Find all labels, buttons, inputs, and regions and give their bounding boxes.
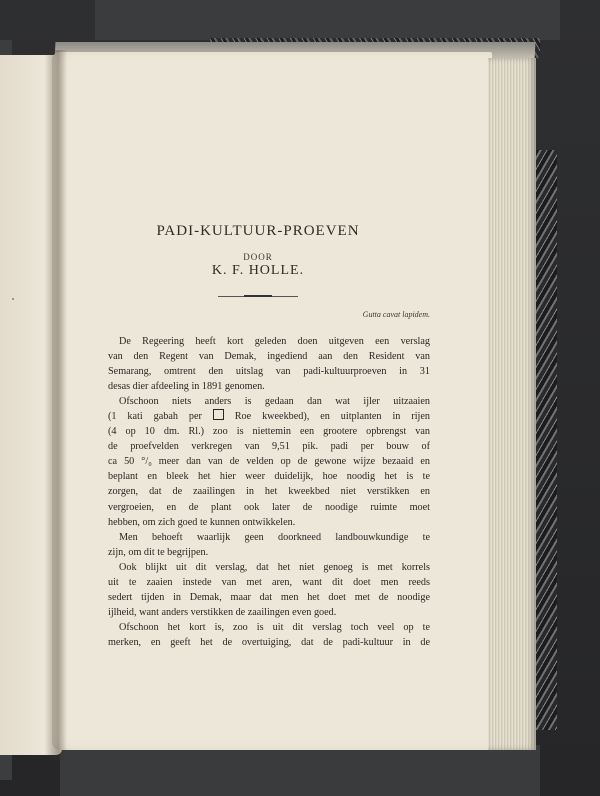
marbled-edge-right: [535, 150, 557, 730]
text-line: uit te zaaien instede van met aren, want dit doet men reeds: [108, 576, 430, 588]
spine-shadow: [45, 50, 67, 760]
text-line: Ook blijkt uit dit verslag, dat het niet genoeg is met korrels: [119, 561, 430, 573]
margin-mark: [12, 298, 14, 300]
text-line: merken, en geeft het de overtuiging, dat de padi-kultuur in de: [108, 636, 430, 648]
text-line-part: (1 kati gabah per: [108, 411, 213, 423]
article-title: PADI-KULTUUR-PROEVEN: [156, 223, 360, 239]
square-symbol: [213, 409, 224, 420]
author-name: K. F. HOLLE.: [211, 263, 305, 278]
text-line: Semarang, omtrent den uitslag van padi-kultuurproeven in 31: [108, 366, 430, 378]
text-line: Men behoeft waarlijk geen doorkneed landbouwkundige te: [119, 531, 430, 543]
text-line: De Regeering heeft kort geleden doen uitgeven een verslag: [119, 336, 430, 347]
motto: Gutta cavat lapidem.: [362, 310, 430, 319]
text-line: sedert tijden in Demak, maar dat men het doet met de noodige: [108, 591, 430, 603]
text-line: [108, 409, 430, 424]
page-fore-edge: [488, 58, 536, 750]
text-line: ijlheid, want anders verstikken de zaailingen even goed.: [108, 606, 337, 618]
text-line-part: Roe kweekbed), en uitplanten in rijen: [223, 411, 430, 423]
text-line: ca 50 °/₀ meer dan van de velden op de gewone wijze bezaaid en: [108, 456, 430, 468]
bottom-board: [60, 745, 540, 796]
article-body: [108, 334, 430, 650]
text-line: hebben, om zich goed te kunnen ontwikkelen.: [108, 516, 296, 528]
text-line: van den Regent van Demak, ingediend aan den Resident van: [108, 351, 430, 363]
divider-rule-center: [244, 295, 272, 297]
text-line: (4 op 10 dm. Rl.) zoo is niettemin een grootere opbrengst van: [108, 426, 430, 438]
text-line: zijn, om dit te begrijpen.: [108, 546, 209, 558]
text-line: vergroeien, en de plant ook later de noodige ruimte moet: [108, 501, 430, 513]
text-line: de proefvelden verkregen van 9,51 pik. padi per bouw of: [108, 441, 430, 453]
text-line: desas dier afdeeling in 1891 genomen.: [108, 381, 265, 393]
top-board: [95, 0, 560, 40]
text-line: Ofschoon niets anders is gedaan dan wat ijler uitzaaien: [119, 396, 430, 408]
text-line: Ofschoon het kort is, zoo is uit dit verslag toch veel op te: [119, 621, 430, 633]
text-line: beplant en bleek het hier weer duidelijk, hoe noodig het is te: [108, 471, 430, 483]
text-line: zorgen, dat de zaailingen in het kweekbed niet verstikken en: [108, 486, 430, 498]
byline: DOOR: [243, 252, 273, 262]
